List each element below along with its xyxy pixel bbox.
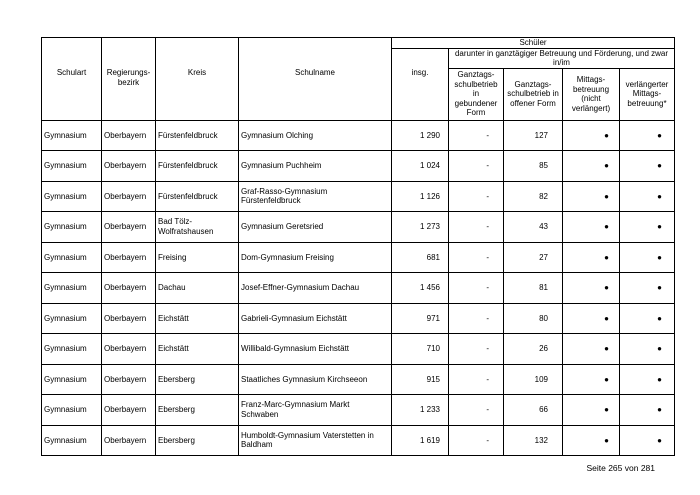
cell-kreis: Eichstätt bbox=[156, 334, 239, 365]
cell-offen: 132 bbox=[504, 425, 563, 456]
cell-kreis: Fürstenfeldbruck bbox=[156, 120, 239, 151]
table-header bbox=[42, 38, 675, 121]
header-verlaengert: verlängerter Mittags-betreuung* bbox=[620, 68, 675, 120]
cell-kreis: Ebersberg bbox=[156, 425, 239, 456]
table-row bbox=[42, 364, 675, 395]
cell-schulname: Gymnasium Geretsried bbox=[239, 212, 392, 243]
cell-offen: 43 bbox=[504, 212, 563, 243]
cell-kreis: Ebersberg bbox=[156, 364, 239, 395]
cell-regierungsbezirk: Oberbayern bbox=[102, 334, 156, 365]
cell-offen: 82 bbox=[504, 181, 563, 212]
cell-schulart: Gymnasium bbox=[42, 212, 102, 243]
cell-insg: 915 bbox=[392, 364, 449, 395]
cell-gebunden: - bbox=[449, 334, 504, 365]
cell-insg: 1 290 bbox=[392, 120, 449, 151]
cell-regierungsbezirk: Oberbayern bbox=[102, 273, 156, 304]
header-bezirk-mid bbox=[102, 48, 156, 68]
cell-schulname: Humboldt-Gymnasium Vaterstetten in Baldham bbox=[239, 425, 392, 456]
cell-offen: 26 bbox=[504, 334, 563, 365]
cell-mittag: ● bbox=[563, 395, 620, 426]
table-row bbox=[42, 303, 675, 334]
cell-schulname: Willibald-Gymnasium Eichstätt bbox=[239, 334, 392, 365]
header-schulart-top bbox=[42, 38, 102, 49]
cell-verlaengert: ● bbox=[620, 242, 675, 273]
cell-schulname: Franz-Marc-Gymnasium Markt Schwaben bbox=[239, 395, 392, 426]
header-darunter: darunter in ganztägiger Betreuung und Förderung, und zwar in/im bbox=[449, 48, 675, 68]
cell-schulname: Staatliches Gymnasium Kirchseeon bbox=[239, 364, 392, 395]
cell-kreis: Fürstenfeldbruck bbox=[156, 181, 239, 212]
cell-gebunden: - bbox=[449, 120, 504, 151]
header-schulname-mid bbox=[239, 48, 392, 68]
cell-schulart: Gymnasium bbox=[42, 303, 102, 334]
cell-insg: 1 126 bbox=[392, 181, 449, 212]
cell-gebunden: - bbox=[449, 242, 504, 273]
cell-insg: 1 273 bbox=[392, 212, 449, 243]
cell-kreis: Fürstenfeldbruck bbox=[156, 151, 239, 182]
header-regierungsbezirk: Regierungs-bezirk bbox=[102, 68, 156, 120]
cell-mittag: ● bbox=[563, 181, 620, 212]
cell-insg: 1 024 bbox=[392, 151, 449, 182]
cell-mittag: ● bbox=[563, 364, 620, 395]
header-bezirk-top bbox=[102, 38, 156, 49]
cell-schulname: Graf-Rasso-Gymnasium Fürstenfeldbruck bbox=[239, 181, 392, 212]
cell-gebunden: - bbox=[449, 425, 504, 456]
table-row bbox=[42, 395, 675, 426]
cell-gebunden: - bbox=[449, 181, 504, 212]
cell-regierungsbezirk: Oberbayern bbox=[102, 120, 156, 151]
cell-mittag: ● bbox=[563, 120, 620, 151]
header-schulart-mid bbox=[42, 48, 102, 68]
cell-insg: 1 456 bbox=[392, 273, 449, 304]
header-schulname-top bbox=[239, 38, 392, 49]
cell-kreis: Dachau bbox=[156, 273, 239, 304]
cell-gebunden: - bbox=[449, 273, 504, 304]
header-gebunden: Ganztags-schulbetrieb in gebundener Form bbox=[449, 68, 504, 120]
header-kreis-mid bbox=[156, 48, 239, 68]
cell-kreis: Ebersberg bbox=[156, 395, 239, 426]
table-row bbox=[42, 151, 675, 182]
header-schulart: Schulart bbox=[42, 68, 102, 120]
header-insg-top bbox=[392, 48, 449, 68]
cell-mittag: ● bbox=[563, 303, 620, 334]
cell-gebunden: - bbox=[449, 303, 504, 334]
cell-schulname: Gymnasium Olching bbox=[239, 120, 392, 151]
cell-mittag: ● bbox=[563, 151, 620, 182]
cell-schulname: Gabrieli-Gymnasium Eichstätt bbox=[239, 303, 392, 334]
cell-offen: 81 bbox=[504, 273, 563, 304]
cell-regierungsbezirk: Oberbayern bbox=[102, 303, 156, 334]
cell-verlaengert: ● bbox=[620, 303, 675, 334]
header-kreis-top bbox=[156, 38, 239, 49]
cell-regierungsbezirk: Oberbayern bbox=[102, 364, 156, 395]
cell-offen: 66 bbox=[504, 395, 563, 426]
cell-kreis: Freising bbox=[156, 242, 239, 273]
cell-mittag: ● bbox=[563, 425, 620, 456]
cell-regierungsbezirk: Oberbayern bbox=[102, 151, 156, 182]
cell-mittag: ● bbox=[563, 334, 620, 365]
header-kreis: Kreis bbox=[156, 68, 239, 120]
cell-regierungsbezirk: Oberbayern bbox=[102, 181, 156, 212]
cell-verlaengert: ● bbox=[620, 273, 675, 304]
cell-schulart: Gymnasium bbox=[42, 181, 102, 212]
header-insg: insg. bbox=[392, 68, 449, 120]
cell-offen: 127 bbox=[504, 120, 563, 151]
cell-mittag: ● bbox=[563, 212, 620, 243]
cell-verlaengert: ● bbox=[620, 120, 675, 151]
cell-schulart: Gymnasium bbox=[42, 364, 102, 395]
cell-schulart: Gymnasium bbox=[42, 395, 102, 426]
cell-verlaengert: ● bbox=[620, 212, 675, 243]
header-schulname: Schulname bbox=[239, 68, 392, 120]
table-row bbox=[42, 242, 675, 273]
header-schueler: Schüler bbox=[392, 38, 675, 49]
table-row bbox=[42, 212, 675, 243]
cell-gebunden: - bbox=[449, 364, 504, 395]
school-table bbox=[41, 37, 675, 456]
cell-verlaengert: ● bbox=[620, 181, 675, 212]
cell-verlaengert: ● bbox=[620, 334, 675, 365]
cell-verlaengert: ● bbox=[620, 364, 675, 395]
table-row bbox=[42, 120, 675, 151]
header-offen: Ganztags-schulbetrieb in offener Form bbox=[504, 68, 563, 120]
table-row bbox=[42, 334, 675, 365]
cell-insg: 971 bbox=[392, 303, 449, 334]
cell-offen: 80 bbox=[504, 303, 563, 334]
cell-schulname: Dom-Gymnasium Freising bbox=[239, 242, 392, 273]
header-mittag: Mittags-betreuung (nicht verlängert) bbox=[563, 68, 620, 120]
cell-schulart: Gymnasium bbox=[42, 120, 102, 151]
cell-schulart: Gymnasium bbox=[42, 334, 102, 365]
cell-regierungsbezirk: Oberbayern bbox=[102, 425, 156, 456]
cell-schulart: Gymnasium bbox=[42, 242, 102, 273]
cell-insg: 681 bbox=[392, 242, 449, 273]
cell-verlaengert: ● bbox=[620, 151, 675, 182]
cell-kreis: Bad Tölz-Wolfratshausen bbox=[156, 212, 239, 243]
cell-insg: 1 619 bbox=[392, 425, 449, 456]
cell-offen: 109 bbox=[504, 364, 563, 395]
cell-kreis: Eichstätt bbox=[156, 303, 239, 334]
table-row bbox=[42, 425, 675, 456]
cell-regierungsbezirk: Oberbayern bbox=[102, 242, 156, 273]
cell-insg: 1 233 bbox=[392, 395, 449, 426]
cell-schulname: Gymnasium Puchheim bbox=[239, 151, 392, 182]
cell-schulart: Gymnasium bbox=[42, 151, 102, 182]
table-row bbox=[42, 181, 675, 212]
cell-regierungsbezirk: Oberbayern bbox=[102, 212, 156, 243]
cell-gebunden: - bbox=[449, 395, 504, 426]
table-body bbox=[42, 120, 675, 456]
cell-verlaengert: ● bbox=[620, 395, 675, 426]
cell-offen: 27 bbox=[504, 242, 563, 273]
cell-verlaengert: ● bbox=[620, 425, 675, 456]
cell-regierungsbezirk: Oberbayern bbox=[102, 395, 156, 426]
cell-gebunden: - bbox=[449, 151, 504, 182]
table-row bbox=[42, 273, 675, 304]
cell-offen: 85 bbox=[504, 151, 563, 182]
page-number: Seite 265 von 281 bbox=[586, 463, 655, 473]
cell-gebunden: - bbox=[449, 212, 504, 243]
cell-schulname: Josef-Effner-Gymnasium Dachau bbox=[239, 273, 392, 304]
cell-schulart: Gymnasium bbox=[42, 273, 102, 304]
cell-mittag: ● bbox=[563, 242, 620, 273]
cell-schulart: Gymnasium bbox=[42, 425, 102, 456]
cell-insg: 710 bbox=[392, 334, 449, 365]
cell-mittag: ● bbox=[563, 273, 620, 304]
